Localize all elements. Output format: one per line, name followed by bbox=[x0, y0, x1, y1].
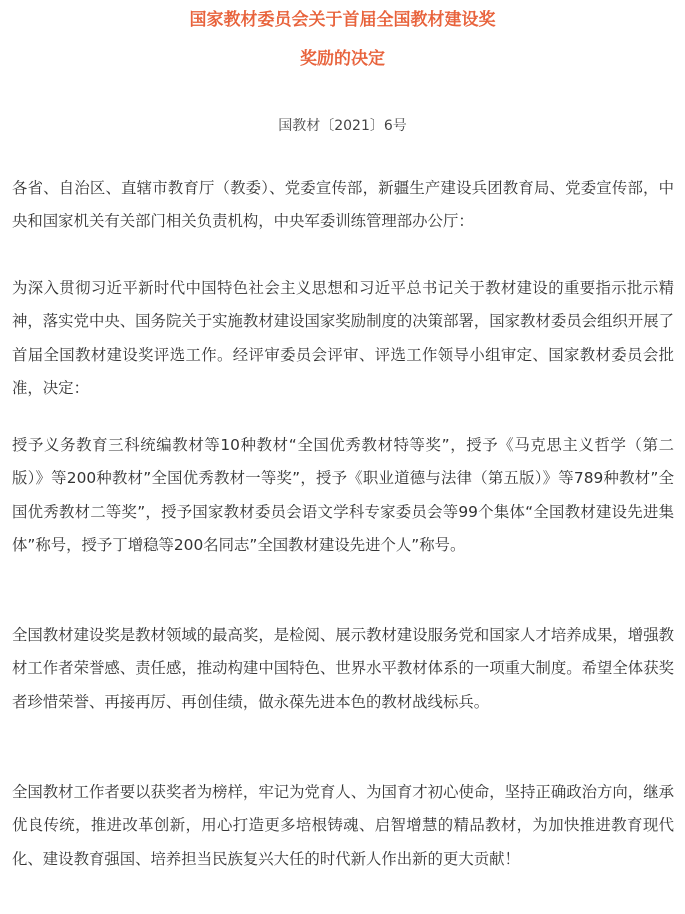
document-title-line-2: 奖励的决定 bbox=[300, 49, 385, 69]
document-number: 国教材〔2021〕6号 bbox=[278, 118, 407, 134]
addressees-paragraph: 各省、自治区、直辖市教育厅（教委）、党委宣传部，新疆生产建设兵团教育局、党委宣传部，中央和国家机关有关部门相关负责机构，中央军委训练管理部办公厅： bbox=[12, 179, 674, 231]
body-paragraph-3: 全国教材建设奖是教材领域的最高奖，是检阅、展示教材建设服务党和国家人才培养成果，增强教材工作者荣誉感、责任感，推动构建中国特色、世界水平教材体系的一项重大制度。希望全体获奖者珍惜荣誉、再接再厉、再创佳绩，做永葆先进本色的教材战线标兵。 bbox=[12, 626, 674, 711]
body-paragraph-1: 为深入贯彻习近平新时代中国特色社会主义思想和习近平总书记关于教材建设的重要指示批示精神，落实党中央、国务院关于实施教材建设国家奖励制度的决策部署，国家教材委员会组织开展了首届全国教材建设奖评选工作。经评审委员会评审、评选工作领导小组审定、国家教材委员会批准，决定： bbox=[12, 279, 674, 397]
body-paragraph-2: 授予义务教育三科统编教材等10种教材“全国优秀教材特等奖”，授予《马克思主义哲学（第二版）》等200种教材”全国优秀教材一等奖”，授予《职业道德与法律（第五版）》等789种教材”全国优秀教材二等奖”，授予国家教材委员会语文学科专家委员会等99个集体“全国教材建设先进集体”称号，授予丁增稳等200名同志”全国教材建设先进个人”称号。 bbox=[12, 436, 674, 554]
document-title-line-1: 国家教材委员会关于首届全国教材建设奖 bbox=[189, 10, 496, 30]
body-paragraph-4: 全国教材工作者要以获奖者为榜样，牢记为党育人、为国育才初心使命，坚持正确政治方向，继承优良传统，推进改革创新，用心打造更多培根铸魂、启智增慧的精品教材，为加快推进教育现代化、建设教育强国、培养担当民族复兴大任的时代新人作出新的更大贡献！ bbox=[12, 783, 674, 868]
